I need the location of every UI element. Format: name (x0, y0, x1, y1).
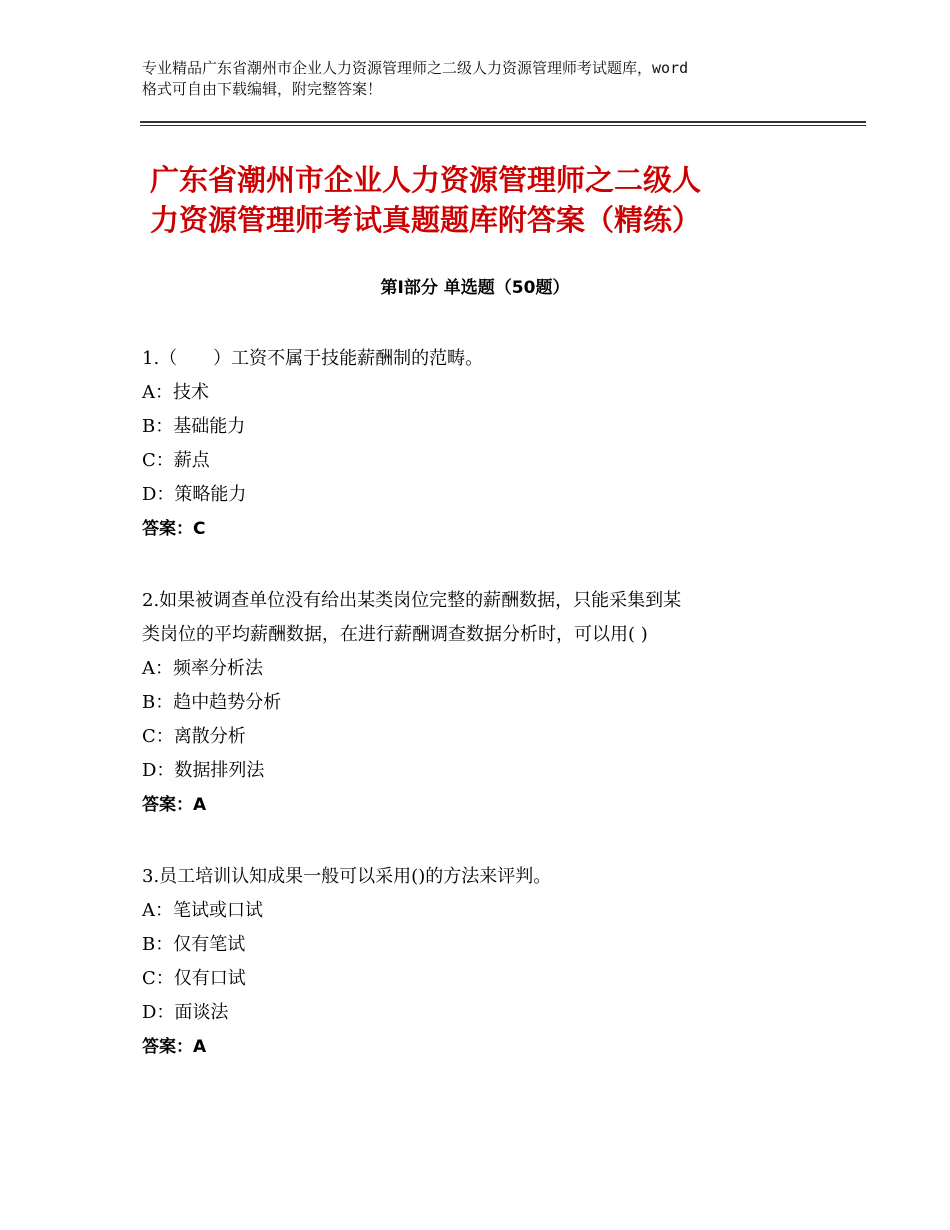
option-a: A：技术 (142, 382, 209, 403)
document-title-line-1: 广东省潮州市企业人力资源管理师之二级人 (150, 163, 702, 197)
option-d: D：面谈法 (142, 1002, 229, 1023)
question-1 (142, 342, 832, 546)
option-d: D：数据排列法 (142, 760, 265, 781)
header-rule-thin (140, 125, 866, 126)
option-c: C：仅有口试 (142, 968, 246, 989)
option-b: B：趋中趋势分析 (142, 692, 282, 713)
question-list (142, 342, 832, 1102)
option-a: A：笔试或口试 (142, 900, 263, 921)
answer: 答案：A (142, 1037, 207, 1057)
header-note-line-1: 专业精品广东省潮州市企业人力资源管理师之二级人力资源管理师考试题库，word (142, 59, 689, 77)
question-stem-line-1: 2.如果被调查单位没有给出某类岗位完整的薪酬数据，只能采集到某 (142, 590, 682, 611)
question-2 (142, 584, 832, 822)
document-title-line-2: 力资源管理师考试真题题库附答案（精练） (150, 203, 702, 237)
option-a: A：频率分析法 (142, 658, 263, 679)
question-stem: 3.员工培训认知成果一般可以采用()的方法来评判。 (142, 866, 552, 887)
question-3 (142, 860, 832, 1064)
option-b: B：基础能力 (142, 416, 246, 437)
option-c: C：薪点 (142, 450, 210, 471)
header-note-line-2: 格式可自由下载编辑，附完整答案！ (142, 80, 383, 98)
section-title: 第Ⅰ部分 单选题（50题） (380, 278, 570, 298)
question-stem: 1.（ ）工资不属于技能薪酬制的范畴。 (142, 348, 484, 369)
option-c: C：离散分析 (142, 726, 246, 747)
option-b: B：仅有笔试 (142, 934, 246, 955)
question-stem-line-2: 类岗位的平均薪酬数据，在进行薪酬调查数据分析时，可以用( ) (142, 624, 648, 645)
document-title (150, 160, 830, 240)
header-rule-thick (140, 121, 866, 123)
option-d: D：策略能力 (142, 484, 247, 505)
header-note (142, 58, 822, 100)
answer: 答案：C (142, 519, 206, 539)
answer: 答案：A (142, 795, 207, 815)
